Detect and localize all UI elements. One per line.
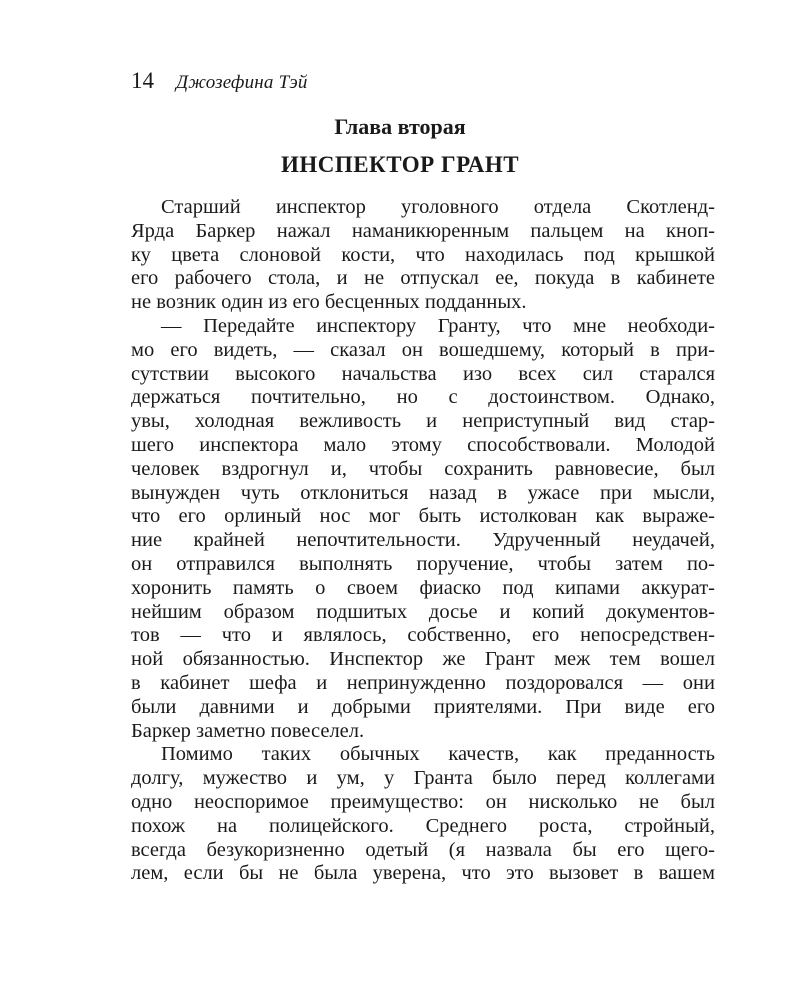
text-line: хоронить память о своем фиаско под кипами аккурат- xyxy=(131,576,715,599)
text-line: нейшим образом подшитых досье и копий документов- xyxy=(131,600,715,623)
text-line: вынужден чуть отклониться назад в ужасе при мысли, xyxy=(131,481,715,504)
text-line: одно неоспоримое преимущество: он нисколько не был xyxy=(131,790,715,813)
text-line: похож на полицейского. Среднего роста, стройный, xyxy=(131,814,715,837)
text-line: в кабинет шефа и непринужденно поздоровался — они xyxy=(131,671,715,694)
text-line: шего инспектора мало этому способствовали. Молодой xyxy=(131,433,715,456)
text-line: были давними и добрыми приятелями. При виде его xyxy=(131,695,715,718)
text-line: долгу, мужество и ум, у Гранта было перед коллегами xyxy=(131,767,715,790)
text-line: — Передайте инспектору Гранту, что мне необходи- xyxy=(161,314,715,337)
text-line: увы, холодная вежливость и неприступный вид стар- xyxy=(131,410,715,433)
text-line: сутствии высокого начальства изо всех сил старался xyxy=(131,362,715,385)
text-line: что его орлиный нос мог быть истолкован как выраже- xyxy=(131,505,715,528)
text-line: человек вздрогнул и, чтобы сохранить равновесие, был xyxy=(131,457,715,480)
chapter-title: ИНСПЕКТОР ГРАНТ xyxy=(280,152,520,177)
text-line: Ярда Баркер нажал наманикюренным пальцем на кноп- xyxy=(131,219,715,242)
text-line: мо его видеть, — сказал он вошедшему, который в при- xyxy=(131,338,715,361)
text-line: не возник один из его бесценных подданных. xyxy=(131,291,527,314)
text-line: ние крайней непочтительности. Удрученный неудачей, xyxy=(131,529,715,552)
chapter-label: Глава вторая xyxy=(334,114,466,139)
text-line: тов — что и являлось, собственно, его непосредствен- xyxy=(131,624,715,647)
page-number: 14 xyxy=(131,68,154,93)
body-text xyxy=(131,196,715,886)
text-line: ной обязанностью. Инспектор же Грант меж тем вошел xyxy=(131,648,715,671)
running-head xyxy=(131,66,308,98)
text-line: всегда безукоризненно одетый (я назвала бы его щего- xyxy=(131,838,715,861)
text-line: Баркер заметно повеселел. xyxy=(131,719,365,742)
text-line: ку цвета слоновой кости, что находилась под крышкой xyxy=(131,243,715,266)
text-line: он отправился выполнять поручение, чтобы затем по- xyxy=(131,552,715,575)
running-head-author: Джозефина Тэй xyxy=(176,72,308,93)
text-line: Старший инспектор уголовного отдела Скотленд- xyxy=(161,196,715,218)
text-line: его рабочего стола, и не отпускал ее, покуда в кабинете xyxy=(131,267,715,290)
text-line: лем, если бы не была уверена, что это вызовет в вашем xyxy=(131,862,715,885)
text-line: Помимо таких обычных качеств, как преданность xyxy=(161,743,715,766)
text-line: держаться почтительно, но с достоинством. Однако, xyxy=(131,386,715,409)
